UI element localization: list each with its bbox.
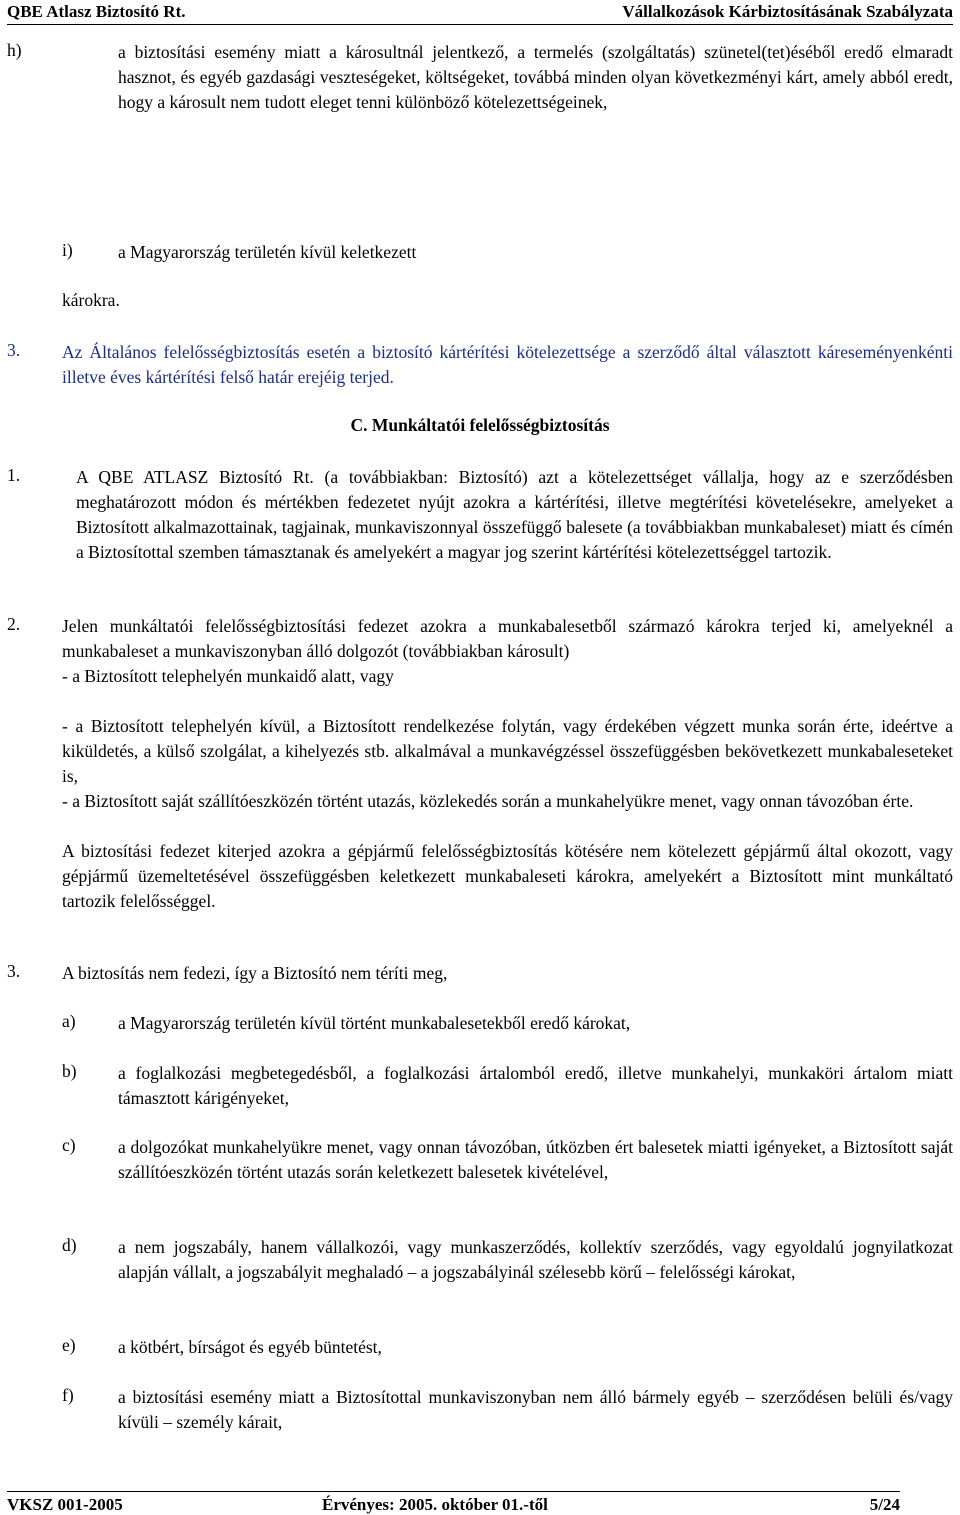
- item-label: 3.: [7, 340, 21, 360]
- item-label: a): [62, 1011, 76, 1031]
- item-label: d): [62, 1235, 77, 1255]
- c2-p4: A biztosítási fedezet kiterjed azokra a gépjármű felelősségbiztosítás kötésére nem kötelezett gépjármű által okozott, vagy gépjármű üzemeltetésével összefüggésben keletkezett munkabaleseti károkra, amelyekért a Biztosított mint munkáltató tartozik felelősséggel.: [62, 841, 953, 911]
- item-text: A biztosítás nem fedezi, így a Biztosító nem téríti meg,: [62, 963, 448, 983]
- c2-p2: - a Biztosított telephelyén kívül, a Biztosított rendelkezése folytán, vagy érdekében végzett munka során érte, ideértve a kiküldetés, a külső szolgálat, a kihelyezés stb. alkalmával a munkavégzéssel összefüggésben bekövetkezett munkabaleseteket is,: [62, 716, 953, 786]
- item-text: a foglalkozási megbetegedésből, a foglalkozási ártalomból eredő, illetve munkahelyi, munkaköri ártalom miatt támasztott kárigényeket,: [118, 1063, 953, 1108]
- section-title: C. Munkáltatói felelősségbiztosítás: [350, 415, 610, 435]
- item-text: Az Általános felelősségbiztosítás esetén a biztosító kártérítési kötelezettsége a szerződő által választott káreseményenkénti illetve éves kártérítési felső határ erejéig terjed.: [62, 342, 953, 387]
- item-continuation: károkra.: [62, 290, 120, 310]
- page-header: [7, 0, 953, 25]
- item-text: a Magyarország területén kívül keletkezett: [118, 242, 417, 262]
- item-text: a kötbért, bírságot és egyéb büntetést,: [118, 1337, 382, 1357]
- c2-text: Jelen munkáltatói felelősségbiztosítási fedezet azokra a munkabalesetből származó károkra terjed ki, amelyeknél a munkabaleset a munkaviszonyban álló dolgozót (továbbiakban károsult): [62, 616, 953, 661]
- item-text: a biztosítási esemény miatt a károsultnál jelentkező, a termelés (szolgáltatás) szünetel(tet)éséből eredő elmaradt hasznot, és egyéb gazdasági veszteségeket, költségeket, továbbá minden olyan következményi kárt, amely abból eredt, hogy a károsult nem tudott eleget tenni különböző kötelezettségeinek,: [118, 42, 953, 112]
- item-text: a biztosítási esemény miatt a Biztosítottal munkaviszonyban nem álló bármely egyéb – szerződésen belüli és/vagy kívüli – személy kárait,: [118, 1387, 953, 1432]
- header-right: Vállalkozások Kárbiztosításának Szabályzata: [622, 2, 953, 21]
- item-label: h): [7, 40, 22, 60]
- header-left: QBE Atlasz Biztosító Rt.: [7, 2, 186, 21]
- item-text: a nem jogszabály, hanem vállalkozói, vagy munkaszerződés, kollektív szerződés, vagy egyoldalú jognyilatkozat alapján vállalt, a jogszabályit meghaladó – a jogszabályinál szélesebb körű – felelősségi károkat,: [118, 1237, 953, 1282]
- item-text: a Magyarország területén kívül történt munkabalesetekből eredő károkat,: [118, 1013, 631, 1033]
- c2-line: - a Biztosított telephelyén munkaidő alatt, vagy: [62, 666, 394, 686]
- item-label: b): [62, 1061, 77, 1081]
- item-label: f): [62, 1385, 74, 1405]
- item-text: A QBE ATLASZ Biztosító Rt. (a továbbiakban: Biztosító) azt a kötelezettséget vállalja, hogy az e szerződésben meghatározott módon és mértékben fedezetet nyújt azokra a kártérítési, illetve megtérítési követelésekre, amelyeket a Biztosított alkalmazottainak, tagjainak, munkaviszonnyal összefüggő balesete (a továbbiakban munkabaleset) miatt és címén a Biztosítottal szemben támasztanak és amelyekért a magyar jog szerint kártérítési kötelezettséggel tartozik.: [76, 467, 953, 562]
- item-label: c): [62, 1135, 76, 1155]
- c2-body: [62, 614, 953, 914]
- page-footer: [7, 1491, 900, 1514]
- item-text: a dolgozókat munkahelyükre menet, vagy onnan távozóban, útközben ért balesetek miatti igényeket, a Biztosított saját szállítóeszközén történt utazás során keletkezett balesetek kivételével,: [118, 1137, 953, 1182]
- item-label: i): [62, 240, 73, 260]
- item-label: 1.: [7, 465, 21, 485]
- footer-page-number: 5/24: [869, 1495, 900, 1514]
- item-label: e): [62, 1335, 76, 1355]
- footer-validity: Érvényes: 2005. október 01.-től: [322, 1495, 548, 1514]
- footer-doc-id: VKSZ 001-2005: [7, 1495, 123, 1514]
- item-label: 3.: [7, 961, 21, 981]
- item-label: 2.: [7, 614, 21, 634]
- c2-p3: - a Biztosított saját szállítóeszközén történt utazás, közlekedés során a munkahelyükre menet, vagy onnan távozóban érte.: [62, 791, 914, 811]
